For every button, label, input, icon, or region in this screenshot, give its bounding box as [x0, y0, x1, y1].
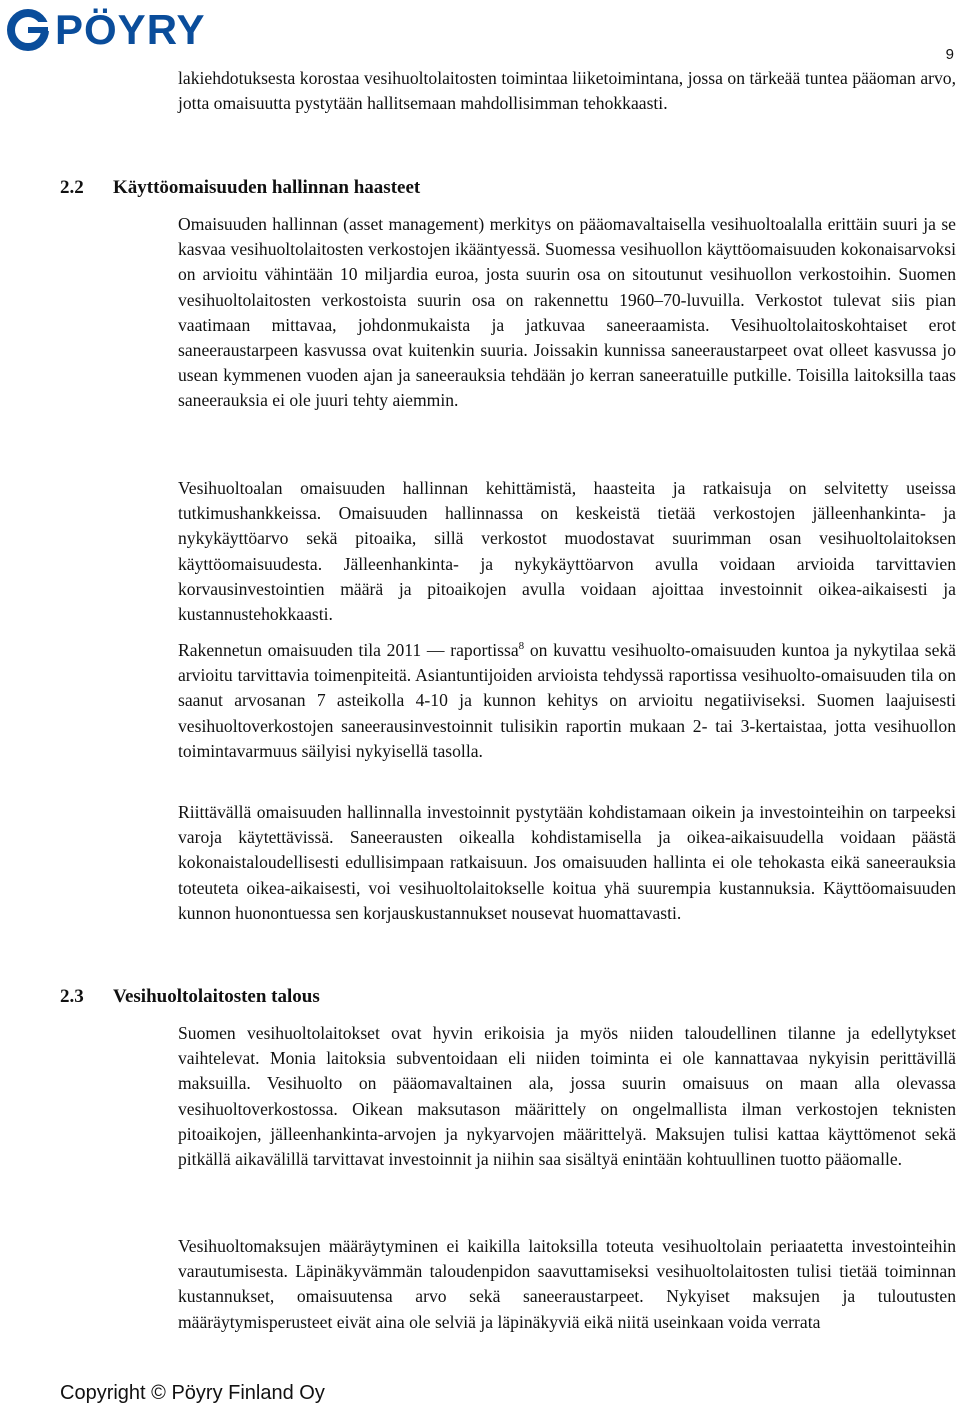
section-number: 2.2	[60, 177, 84, 198]
paragraph-report	[178, 638, 956, 764]
section-title: Vesihuoltolaitosten talous	[113, 986, 320, 1007]
footnote-reference: 8	[518, 640, 525, 653]
poyry-logo-icon	[6, 8, 50, 52]
paragraph-report-text-b: on kuvattu vesihuolto-omaisuuden kuntoa ja nykytilaa sekä arvioitu tarvittavia toimenpiteitä. Asiantuntijoiden arvioista tehdyssä raportissa vesihuolto-omaisuuden tila on saanut arvosanan 7 asteikolla 4-10 ja kunnon kehitys on arvioitu negatiiviseksi. Suomen laajuisesti vesihuoltoverkostojen saneerausinvestoinnit tulisikin raportin mukaan 2- tai 3-kertaistaa, jotta vesihuollon toimintavarmuus säilyisi nykyisellä tasolla.	[178, 640, 956, 761]
section-title: Käyttöomaisuuden hallinnan haasteet	[113, 177, 421, 198]
paragraph-investments: Riittävällä omaisuuden hallinnalla investoinnit pystytään kohdistamaan oikein ja investointeihin on tarpeeksi varoja käytettävissä. Saneerausten oikealla kohdistamisella ja oikea-aikaisuudella voidaan päästä kokonaistaloudellisesti edullisimpaan ratkaisuun. Jos omaisuuden hallinta ei ole tehokasta eikä saneerauksia toteuteta oikea-aikaisesti, voi vesihuoltolaitokselle koitua yhä suurempia kustannuksia. Käyttöomaisuuden kunnon huonontuessa sen korjauskustannukset nousevat huomattavasti.	[178, 802, 956, 923]
paragraph-development: Vesihuoltoalan omaisuuden hallinnan kehittämistä, haasteita ja ratkaisuja on selvitetty useissa tutkimushankkeissa. Omaisuuden hallinnassa on keskeistä tietää verkostojen jälleenhankinta- ja nykykäyttöarvo sekä pitoaika, sillä verkostot muodostavat suurimman osan vesihuoltolaitoksen käyttöomaisuudesta. Jälleenhankinta- ja nykykäyttöarvon avulla voidaan arvioida tarvittavien korvausinvestointien määrä ja pitoaikojen avulla voidaan ajoittaa investoinnit oikea-aikaisesti ja kustannustehokkaasti.	[178, 478, 956, 625]
paragraph-finances: Suomen vesihuoltolaitokset ovat hyvin erikoisia ja myös niiden taloudellinen tilanne ja edellytykset vaihtelevat. Monia laitoksia subventoidaan eli niiden toiminta ei ole kannattavaa nykyisin perittävillä maksuilla. Vesihuolto on pääomavaltainen ala, jossa suurin omaisuus on maan alla olevassa vesihuoltoverkostossa. Oikean maksutason määrittely on ongelmallista ilman verkostojen teknisten pitoaikojen, jälleenhankinta-arvojen ja nykyarvojen määrittelyä. Maksujen tulisi kattaa käyttömenot sekä pitkällä aikavälillä tarvittavat investoinnit ja niihin saa sisältyä enintään kohtuullinen tuotto pääomalle.	[178, 1023, 956, 1170]
page-number: 9	[945, 46, 954, 63]
company-logo	[6, 8, 205, 52]
section-heading-2-3	[60, 984, 320, 1009]
paragraph-report-text-a: Rakennetun omaisuuden tila 2011 — raportissa	[178, 640, 519, 660]
paragraph-intro: lakiehdotuksesta korostaa vesihuoltolaitosten toimintaa liiketoimintana, jossa on tärkeää tuntea pääoman arvo, jotta omaisuutta pystytään hallitsemaan mahdollisimman tehokkaasti.	[178, 68, 956, 114]
paragraph-asset-management: Omaisuuden hallinnan (asset management) merkitys on pääomavaltaisella vesihuoltoalalla erittäin suuri ja se kasvaa vesihuoltolaitosten verkostojen ikääntyessä. Suomessa vesihuollon käyttöomaisuuden kokonaisarvoksi on arvioitu vähintään 10 miljardia euroa, josta suurin osa on sitoutunut vesihuollon verkostoihin. Suomen vesihuoltolaitosten verkostoista suurin osa on rakennettu 1960–70-luvuilla. Verkostot tulevat siis pian vaatimaan mittavaa, johdonmukaista ja jatkuvaa saneeraamista. Vesihuoltolaitoskohtaiset erot saneeraustarpeen kasvussa ovat kuitenkin suuria. Joissakin kunnissa saneeraustarpeet ovat olleet kasvussa jo usean kymmenen vuoden ajan ja saneerauksia tehdään jo kerran saneeratuille putkille. Toisilla laitoksilla taas saneerauksia ei ole juuri tehty aiemmin.	[178, 214, 956, 411]
footer-copyright: Copyright © Pöyry Finland Oy	[60, 1382, 325, 1404]
section-number: 2.3	[60, 986, 84, 1007]
section-heading-2-2	[60, 175, 420, 200]
logo-wordmark: PÖYRY	[55, 6, 206, 53]
paragraph-fees: Vesihuoltomaksujen määräytyminen ei kaikilla laitoksilla toteuta vesihuoltolain periaatetta investointeihin varautumisesta. Läpinäkyvämmän taloudenpidon saavuttamiseksi vesihuoltolaitosten tulisi tietää toiminnan kustannukset, omaisuutensa arvo sekä saneeraustarpeet. Nykyiset maksujen ja tuloutusten määräytymisperusteet eivät aina ole selviä ja läpinäkyviä eikä niitä useinkaan voida verrata	[178, 1236, 956, 1332]
